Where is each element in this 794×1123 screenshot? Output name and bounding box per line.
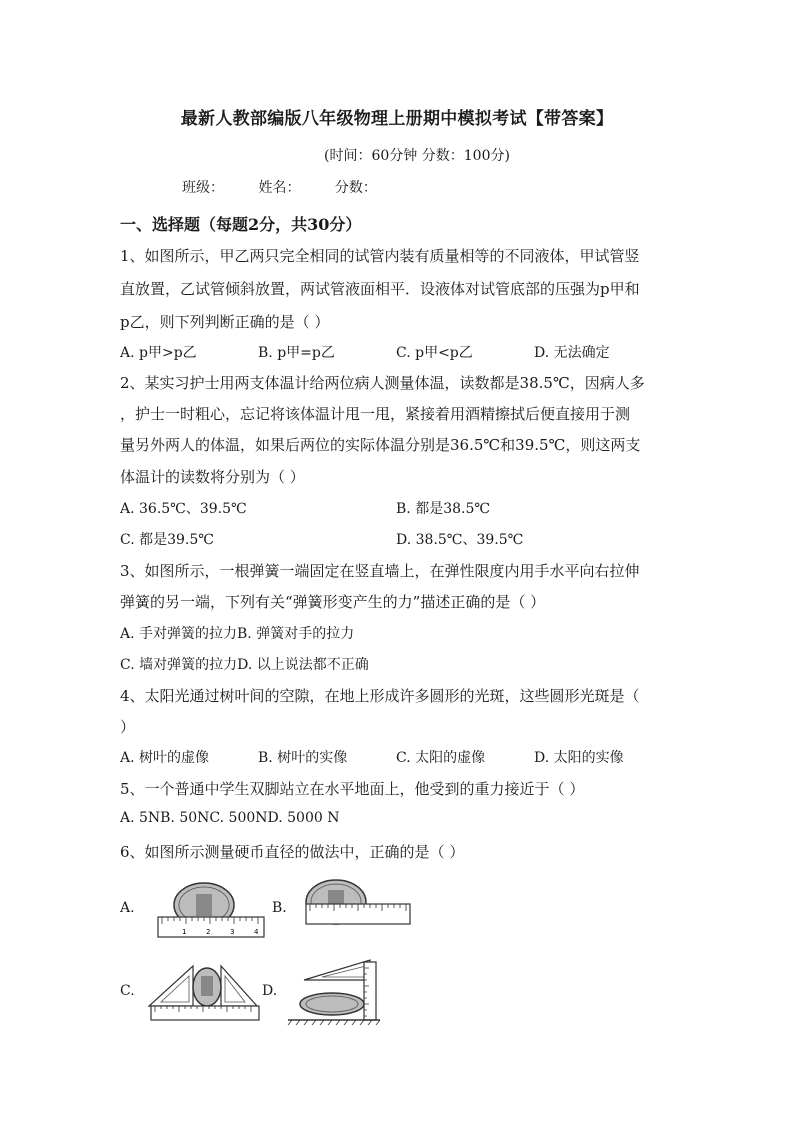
q6-figure-d xyxy=(286,958,382,1026)
q3-options-ab: A. 手对弹簧的拉力B. 弹簧对手的拉力 xyxy=(120,626,355,642)
name-label: 姓名： xyxy=(258,180,301,196)
q1-option-a: A. p甲>p乙 xyxy=(120,345,197,361)
ruler-tick-label: 3 xyxy=(230,928,235,936)
q2-line-4: 体温计的读数将分别为（ ） xyxy=(120,468,305,486)
score-label: 分数： xyxy=(334,180,377,196)
q4-option-d: D. 太阳的实像 xyxy=(534,750,624,766)
q1-option-d: D. 无法确定 xyxy=(534,345,610,361)
set-square-icon xyxy=(221,966,257,1006)
set-square-icon xyxy=(149,966,193,1006)
q4-line-2: ） xyxy=(120,718,136,736)
ruler-icon xyxy=(364,962,376,1020)
q2-line-1: 2、某实习护士用两支体温计给两位病人测量体温，读数都是38.5℃，因病人多 xyxy=(120,374,645,392)
exam-title: 最新人教部编版八年级物理上册期中模拟考试【带答案】 xyxy=(180,109,614,129)
q3-line-1: 3、如图所示，一根弹簧一端固定在竖直墙上，在弹性限度内用手水平向右拉伸 xyxy=(120,562,640,580)
q6-option-d-label: D. xyxy=(262,983,278,999)
exam-subtitle: (时间：60分钟 分数：100分) xyxy=(324,148,510,164)
q6-option-c-label: C. xyxy=(120,983,135,999)
q6-figure-c xyxy=(145,962,263,1026)
q6-option-b-label: B. xyxy=(272,900,287,916)
class-label: 班级： xyxy=(182,180,224,196)
q2-option-b: B. 都是38.5℃ xyxy=(396,501,491,517)
q2-line-3: 量另外两人的体温，如果后两位的实际体温分别是36.5℃和39.5℃，则这两支 xyxy=(120,436,641,454)
q2-option-a: A. 36.5℃、39.5℃ xyxy=(120,501,247,517)
q4-line-1: 4、太阳光通过树叶间的空隙，在地上形成许多圆形的光斑，这些圆形光斑是（ xyxy=(120,687,640,705)
q3-options-cd: C. 墙对弹簧的拉力D. 以上说法都不正确 xyxy=(120,657,369,673)
q6-option-a-label: A. xyxy=(120,900,135,916)
q4-option-a: A. 树叶的虚像 xyxy=(120,750,210,766)
ruler-tick-label: 4 xyxy=(254,928,259,936)
q6-line-1: 6、如图所示测量硬币直径的做法中，正确的是（ ） xyxy=(120,843,465,861)
section-1-title: 一、选择题（每题2分，共30分） xyxy=(120,215,362,234)
q3-line-2: 弹簧的另一端，下列有关“弹簧形变产生的力”描述正确的是（ ） xyxy=(120,593,546,611)
student-info-line xyxy=(182,177,407,197)
q1-line-2: 直放置，乙试管倾斜放置，两试管液面相平．设液体对试管底部的压强为p甲和 xyxy=(120,280,640,298)
q1-option-c: C. p甲<p乙 xyxy=(396,345,473,361)
q2-line-2: ，护士一时粗心，忘记将该体温计甩一甩，紧接着用酒精擦拭后便直接用于测 xyxy=(120,405,631,423)
q4-option-b: B. 树叶的实像 xyxy=(258,750,348,766)
q1-line-1: 1、如图所示，甲乙两只完全相同的试管内装有质量相等的不同液体，甲试管竖 xyxy=(120,247,640,265)
q1-option-b: B. p甲=p乙 xyxy=(258,345,335,361)
q5-options: A. 5NB. 50NC. 500ND. 5000 N xyxy=(120,810,340,826)
q2-option-d: D. 38.5℃、39.5℃ xyxy=(396,532,524,548)
q2-option-c: C. 都是39.5℃ xyxy=(120,532,214,548)
q6-figure-a xyxy=(152,880,268,944)
ruler-tick-label: 2 xyxy=(206,928,211,936)
ruler-tick-label: 1 xyxy=(182,928,187,936)
q5-line-1: 5、一个普通中学生双脚站立在水平地面上，他受到的重力接近于（ ） xyxy=(120,780,585,798)
q6-figure-b xyxy=(296,878,414,934)
q1-line-3: p乙，则下列判断正确的是（ ） xyxy=(120,313,330,331)
q4-option-c: C. 太阳的虚像 xyxy=(396,750,486,766)
